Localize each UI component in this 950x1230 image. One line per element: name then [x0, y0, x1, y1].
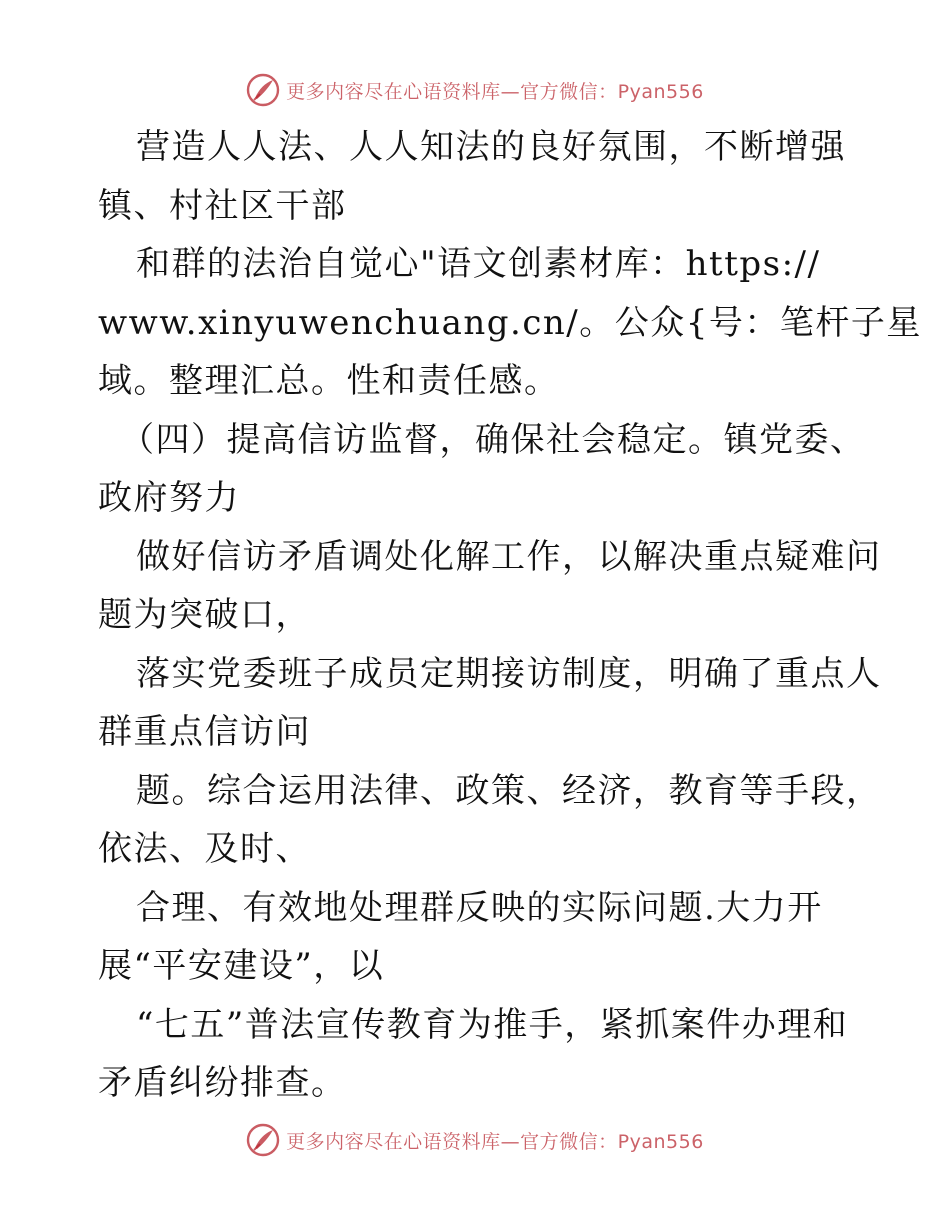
text-line: 政府努力: [98, 478, 240, 518]
footer-watermark-banner: [0, 1118, 950, 1162]
text-line: 矛盾纠纷排查。: [98, 1063, 347, 1103]
text-line: 依法、及时、: [98, 829, 311, 869]
text-line: 做好信访矛盾调处化解工作，以解决重点疑难问: [136, 536, 882, 577]
text-line: 镇、村社区干部: [98, 185, 347, 226]
text-line: 落实党委班子成员定期接访制度，明确了重点人: [136, 653, 882, 694]
text-line: 合理、有效地处理群反映的实际问题.大力开: [136, 887, 823, 928]
text-line: 题。综合运用法律、政策、经济，教育等手段，: [136, 770, 882, 811]
document-body: [98, 118, 922, 1113]
text-line: 和群的法治自觉心"语文创素材库：https://: [136, 244, 821, 284]
text-line: 展“平安建设”，以: [98, 946, 385, 986]
text-line: 群重点信访问: [98, 712, 311, 752]
text-line: www.xinyuwenchuang.cn/。公众{号：笔杆子星: [98, 302, 922, 343]
text-line: （四）提高信访监督，确保社会稳定。镇党委、: [120, 419, 866, 460]
text-line: 营造人人法、人人知法的良好氛围，不断增强: [136, 127, 846, 167]
text-line: 题为突破口，: [98, 595, 311, 635]
text-line: 域。整理汇总。性和责任感。: [98, 361, 560, 401]
quill-logo-icon: [246, 1123, 280, 1157]
header-watermark-banner: [0, 68, 950, 112]
text-line: “七五”普法宣传教育为推手，紧抓案件办理和: [136, 1004, 849, 1045]
quill-logo-icon: [246, 73, 280, 107]
footer-watermark-text: 更多内容尽在心语资料库—官方微信：Pyan556: [286, 1130, 704, 1153]
header-watermark-text: 更多内容尽在心语资料库—官方微信：Pyan556: [286, 80, 704, 103]
